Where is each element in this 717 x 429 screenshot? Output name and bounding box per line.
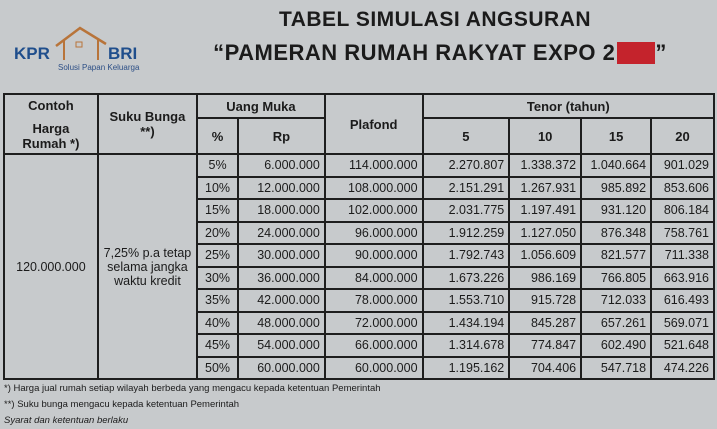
installment-cell: 1.912.259: [423, 222, 510, 245]
dp-pct-cell: 20%: [197, 222, 238, 245]
subtitle-quote: ”: [655, 40, 667, 65]
installment-cell: 1.056.609: [509, 244, 581, 267]
installment-cell: 569.071: [651, 312, 714, 335]
installment-cell: 1.195.162: [423, 357, 510, 380]
dp-rp-cell: 42.000.000: [238, 289, 325, 312]
plafond-cell: 84.000.000: [325, 267, 423, 290]
plafond-cell: 66.000.000: [325, 334, 423, 357]
installment-cell: 2.270.807: [423, 154, 510, 177]
logo-kpr: KPR: [14, 44, 50, 63]
installment-cell: 985.892: [581, 177, 651, 200]
installment-cell: 1.314.678: [423, 334, 510, 357]
installment-cell: 986.169: [509, 267, 581, 290]
page-title: TABEL SIMULASI ANGSURAN: [278, 8, 592, 31]
installment-cell: 931.120: [581, 199, 651, 222]
dp-pct-cell: 25%: [197, 244, 238, 267]
plafond-cell: 90.000.000: [325, 244, 423, 267]
header-tenor-15: 15: [581, 118, 651, 154]
dp-pct-cell: 30%: [197, 267, 238, 290]
installment-cell: 806.184: [651, 199, 714, 222]
suku-bunga-cell: 7,25% p.a tetap selama jangka waktu kredit: [98, 154, 197, 379]
header-tenor-5: 5: [423, 118, 510, 154]
header-tenor: Tenor (tahun): [423, 94, 714, 118]
plafond-cell: 114.000.000: [325, 154, 423, 177]
installment-cell: 1.338.372: [509, 154, 581, 177]
installment-cell: 711.338: [651, 244, 714, 267]
dp-pct-cell: 5%: [197, 154, 238, 177]
installment-cell: 521.648: [651, 334, 714, 357]
installment-cell: 766.805: [581, 267, 651, 290]
dp-rp-cell: 6.000.000: [238, 154, 325, 177]
installment-cell: 2.151.291: [423, 177, 510, 200]
installment-cell: 1.553.710: [423, 289, 510, 312]
installment-cell: 547.718: [581, 357, 651, 380]
installment-cell: 876.348: [581, 222, 651, 245]
installment-cell: 1.434.194: [423, 312, 510, 335]
footnote-terms: Syarat dan ketentuan berlaku: [4, 415, 129, 426]
header-uang-muka: Uang Muka: [197, 94, 325, 118]
installment-cell: 663.916: [651, 267, 714, 290]
plafond-cell: 96.000.000: [325, 222, 423, 245]
header-rp: Rp: [238, 118, 325, 154]
header-pct: %: [197, 118, 238, 154]
house-icon: [50, 22, 112, 62]
installment-cell: 704.406: [509, 357, 581, 380]
installment-cell: 1.197.491: [509, 199, 581, 222]
dp-rp-cell: 30.000.000: [238, 244, 325, 267]
table-row: [4, 154, 714, 177]
footnote-suku-bunga: **) Suku bunga mengacu kepada ketentuan Pemerintah: [4, 399, 240, 410]
dp-pct-cell: 35%: [197, 289, 238, 312]
dp-rp-cell: 60.000.000: [238, 357, 325, 380]
installment-cell: 657.261: [581, 312, 651, 335]
footnotes: [4, 381, 381, 429]
header-harga-line1: Contoh: [28, 97, 74, 113]
plafond-cell: 78.000.000: [325, 289, 423, 312]
installment-cell: 845.287: [509, 312, 581, 335]
logo-bri: BRI: [108, 44, 138, 63]
redacted-year: [617, 42, 655, 64]
dp-pct-cell: 10%: [197, 177, 238, 200]
header-tenor-10: 10: [509, 118, 581, 154]
header-tenor-20: 20: [651, 118, 714, 154]
installment-cell: 616.493: [651, 289, 714, 312]
installment-cell: 2.031.775: [423, 199, 510, 222]
dp-rp-cell: 18.000.000: [238, 199, 325, 222]
footnote-harga: *) Harga jual rumah setiap wilayah berbeda yang mengacu kepada ketentuan Pemerintah: [4, 383, 381, 394]
installment-cell: 901.029: [651, 154, 714, 177]
header-plafond: Plafond: [325, 94, 423, 154]
dp-rp-cell: 54.000.000: [238, 334, 325, 357]
installment-cell: 1.673.226: [423, 267, 510, 290]
dp-rp-cell: 24.000.000: [238, 222, 325, 245]
subtitle-text: “PAMERAN RUMAH RAKYAT EXPO 2: [213, 40, 616, 65]
installment-cell: 602.490: [581, 334, 651, 357]
plafond-cell: 102.000.000: [325, 199, 423, 222]
dp-rp-cell: 48.000.000: [238, 312, 325, 335]
installment-cell: 1.792.743: [423, 244, 510, 267]
installment-cell: 758.761: [651, 222, 714, 245]
kpr-bri-logo: [10, 22, 140, 77]
installment-cell: 474.226: [651, 357, 714, 380]
installment-table: [3, 93, 715, 380]
dp-rp-cell: 36.000.000: [238, 267, 325, 290]
header-harga-line2: Harga Rumah *): [22, 120, 80, 151]
page-subtitle: [210, 40, 670, 66]
installment-cell: 853.606: [651, 177, 714, 200]
installment-cell: 774.847: [509, 334, 581, 357]
harga-rumah-cell: 120.000.000: [4, 154, 98, 379]
installment-cell: 1.267.931: [509, 177, 581, 200]
dp-pct-cell: 50%: [197, 357, 238, 380]
installment-cell: 1.127.050: [509, 222, 581, 245]
installment-cell: 712.033: [581, 289, 651, 312]
dp-pct-cell: 45%: [197, 334, 238, 357]
plafond-cell: 108.000.000: [325, 177, 423, 200]
installment-cell: 821.577: [581, 244, 651, 267]
dp-pct-cell: 15%: [197, 199, 238, 222]
header-harga-rumah: [4, 94, 98, 154]
dp-rp-cell: 12.000.000: [238, 177, 325, 200]
installment-cell: 915.728: [509, 289, 581, 312]
dp-pct-cell: 40%: [197, 312, 238, 335]
header-suku-bunga: Suku Bunga **): [98, 94, 197, 154]
installment-cell: 1.040.664: [581, 154, 651, 177]
plafond-cell: 60.000.000: [325, 357, 423, 380]
plafond-cell: 72.000.000: [325, 312, 423, 335]
logo-tagline: Solusi Papan Keluarga: [58, 63, 140, 72]
